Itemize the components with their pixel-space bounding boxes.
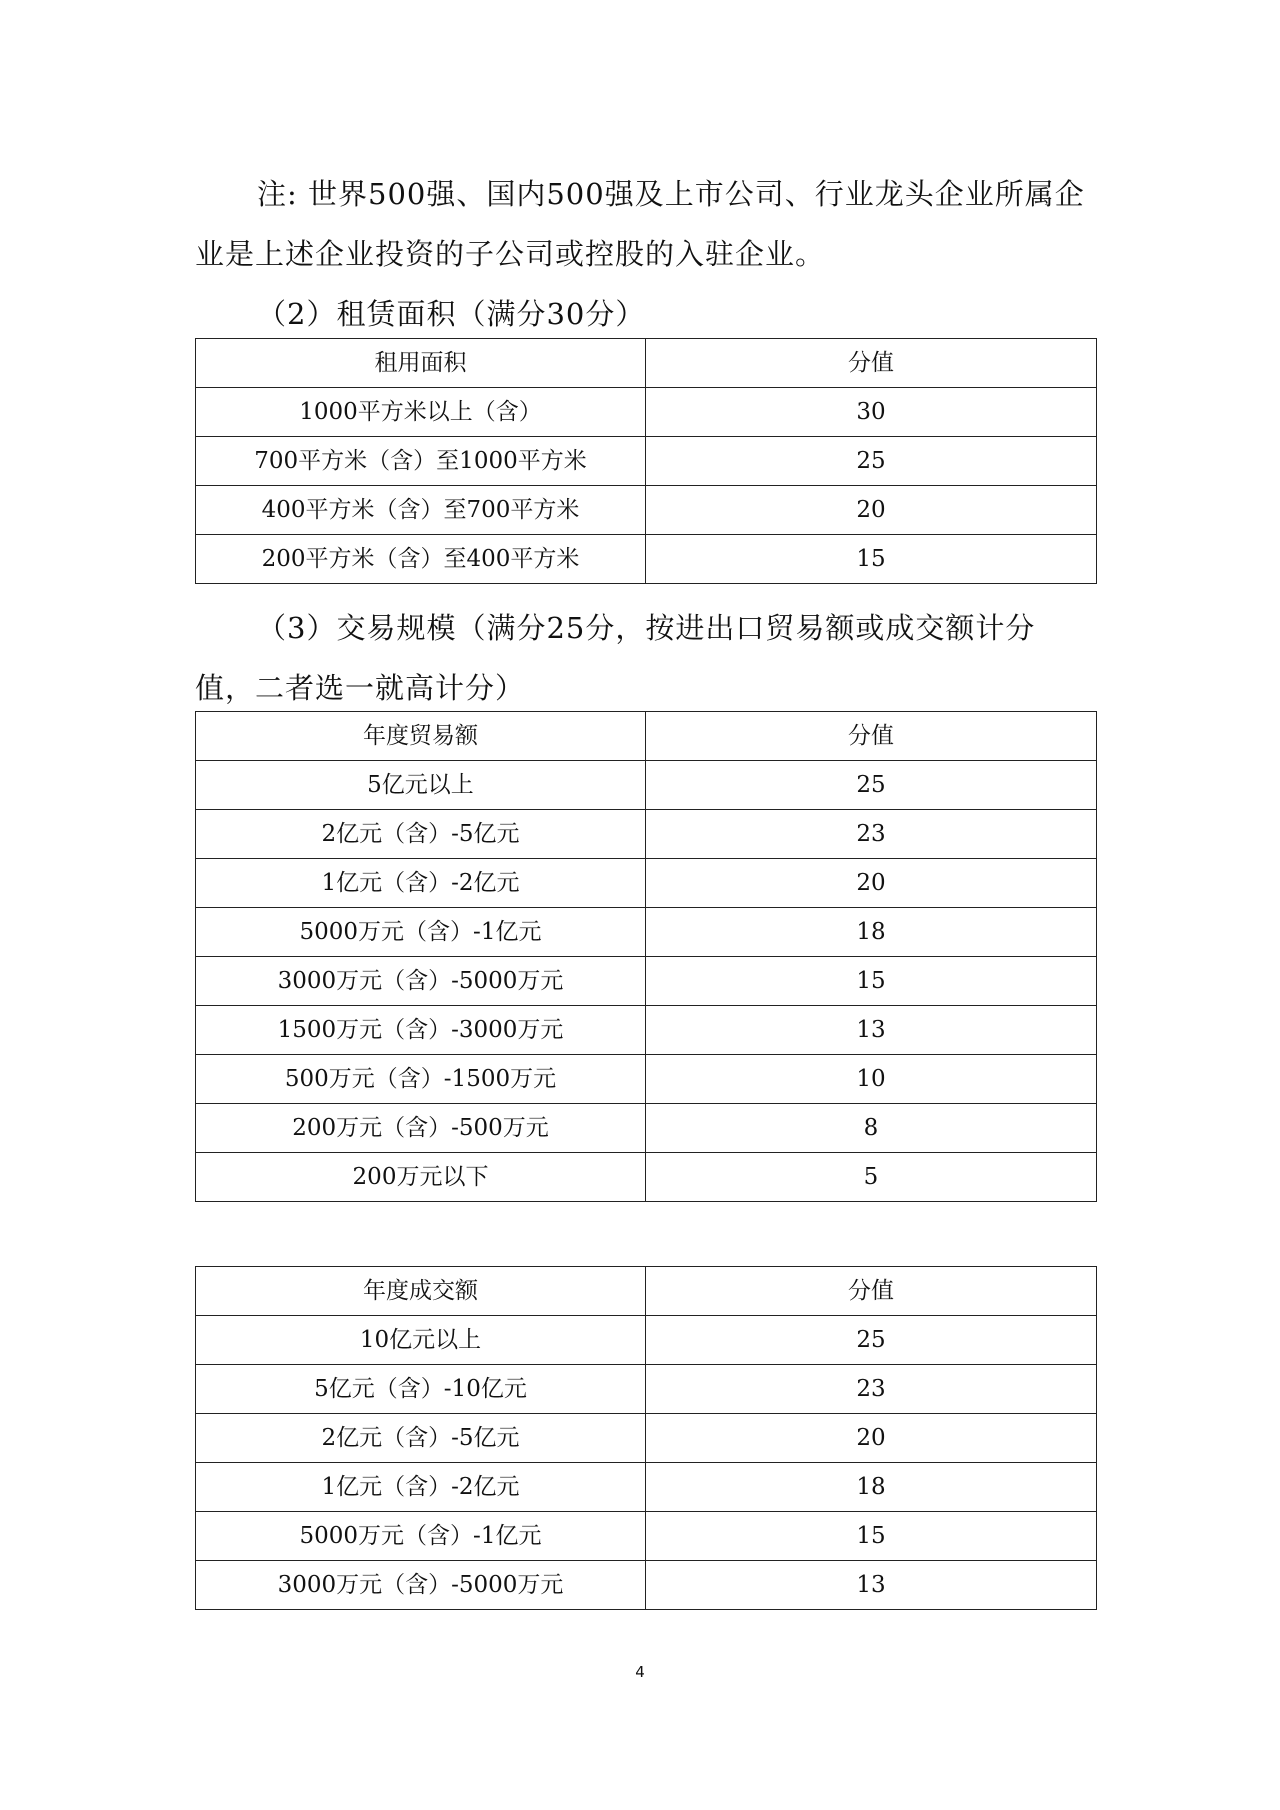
annual-trade-volume-table xyxy=(195,711,1097,1202)
score-value: 10 xyxy=(646,1055,1097,1104)
header-annual-deal: 年度成交额 xyxy=(196,1267,646,1316)
annual-deal-volume-table xyxy=(195,1266,1097,1610)
table-row xyxy=(196,1104,1097,1153)
header-score: 分值 xyxy=(646,1267,1097,1316)
score-value: 23 xyxy=(646,810,1097,859)
trade-range: 5000万元（含）-1亿元 xyxy=(196,908,646,957)
table-row xyxy=(196,1463,1097,1512)
deal-range: 5000万元（含）-1亿元 xyxy=(196,1512,646,1561)
score-value: 18 xyxy=(646,908,1097,957)
area-range: 700平方米（含）至1000平方米 xyxy=(196,437,646,486)
score-value: 25 xyxy=(646,437,1097,486)
score-value: 30 xyxy=(646,388,1097,437)
score-value: 15 xyxy=(646,1512,1097,1561)
deal-range: 5亿元（含）-10亿元 xyxy=(196,1365,646,1414)
table-row xyxy=(196,1414,1097,1463)
trade-range: 1亿元（含）-2亿元 xyxy=(196,859,646,908)
section-3-heading-line-2: 值，二者选一就高计分） xyxy=(195,671,526,705)
deal-range: 2亿元（含）-5亿元 xyxy=(196,1414,646,1463)
table-header-row xyxy=(196,1267,1097,1316)
table-row xyxy=(196,1561,1097,1610)
table-row xyxy=(196,859,1097,908)
table-header-row xyxy=(196,339,1097,388)
score-value: 25 xyxy=(646,1316,1097,1365)
table-header-row xyxy=(196,712,1097,761)
table-row xyxy=(196,1055,1097,1104)
score-value: 13 xyxy=(646,1006,1097,1055)
table-row xyxy=(196,1512,1097,1561)
header-annual-trade: 年度贸易额 xyxy=(196,712,646,761)
header-lease-area: 租用面积 xyxy=(196,339,646,388)
table-row xyxy=(196,810,1097,859)
table-row xyxy=(196,957,1097,1006)
note-line-2: 业是上述企业投资的子公司或控股的入驻企业。 xyxy=(195,237,826,271)
section-3-heading-line-1: （3）交易规模（满分25分，按进出口贸易额或成交额计分 xyxy=(257,611,1036,645)
score-value: 8 xyxy=(646,1104,1097,1153)
score-value: 20 xyxy=(646,1414,1097,1463)
trade-range: 1500万元（含）-3000万元 xyxy=(196,1006,646,1055)
header-score: 分值 xyxy=(646,712,1097,761)
table-row xyxy=(196,908,1097,957)
area-range: 400平方米（含）至700平方米 xyxy=(196,486,646,535)
score-value: 5 xyxy=(646,1153,1097,1202)
score-value: 15 xyxy=(646,535,1097,584)
header-score: 分值 xyxy=(646,339,1097,388)
trade-range: 200万元以下 xyxy=(196,1153,646,1202)
trade-range: 200万元（含）-500万元 xyxy=(196,1104,646,1153)
table-row xyxy=(196,1365,1097,1414)
score-value: 20 xyxy=(646,486,1097,535)
table-row xyxy=(196,486,1097,535)
area-range: 1000平方米以上（含） xyxy=(196,388,646,437)
table-row xyxy=(196,761,1097,810)
trade-range: 3000万元（含）-5000万元 xyxy=(196,957,646,1006)
trade-range: 2亿元（含）-5亿元 xyxy=(196,810,646,859)
deal-range: 10亿元以上 xyxy=(196,1316,646,1365)
table-row xyxy=(196,388,1097,437)
table-row xyxy=(196,1006,1097,1055)
score-value: 13 xyxy=(646,1561,1097,1610)
deal-range: 3000万元（含）-5000万元 xyxy=(196,1561,646,1610)
area-range: 200平方米（含）至400平方米 xyxy=(196,535,646,584)
note-line-1: 注: 世界500强、国内500强及上市公司、行业龙头企业所属企 xyxy=(257,177,1085,211)
score-value: 18 xyxy=(646,1463,1097,1512)
table-row xyxy=(196,535,1097,584)
page-number: 4 xyxy=(635,1663,645,1681)
score-value: 20 xyxy=(646,859,1097,908)
score-value: 25 xyxy=(646,761,1097,810)
trade-range: 500万元（含）-1500万元 xyxy=(196,1055,646,1104)
score-value: 15 xyxy=(646,957,1097,1006)
trade-range: 5亿元以上 xyxy=(196,761,646,810)
table-row xyxy=(196,1316,1097,1365)
table-row xyxy=(196,1153,1097,1202)
lease-area-table xyxy=(195,338,1097,584)
deal-range: 1亿元（含）-2亿元 xyxy=(196,1463,646,1512)
table-row xyxy=(196,437,1097,486)
section-2-heading: （2）租赁面积（满分30分） xyxy=(257,297,646,331)
score-value: 23 xyxy=(646,1365,1097,1414)
